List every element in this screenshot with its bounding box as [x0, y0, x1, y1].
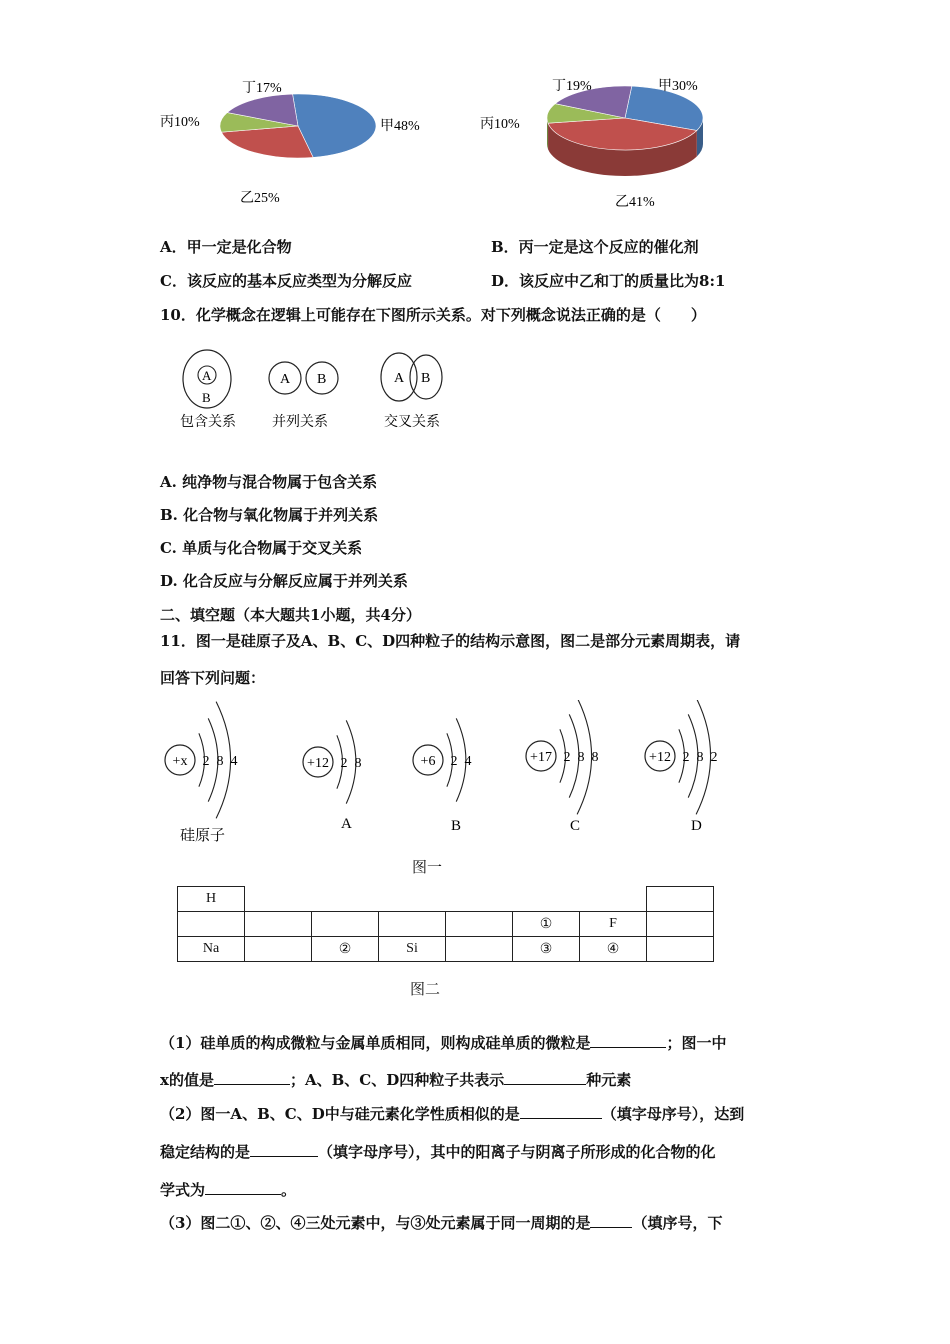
pie-chart-2: [470, 70, 770, 215]
q10-option-d: D. 化合反应与分解反应属于并列关系: [160, 572, 408, 590]
q11-part2-text-a: （2）图一A、B、C、D中与硅元素化学性质相似的是: [160, 1105, 520, 1123]
section-heading: 二、填空题（本大题共1小题，共4分）: [160, 606, 421, 624]
cell-na: Na: [178, 937, 245, 962]
cell-empty: [647, 937, 714, 962]
atom-nucleus-charge: +6: [420, 754, 436, 769]
pie-chart-1: [150, 72, 450, 217]
q11-part1-text-c: x的值是: [160, 1071, 214, 1089]
figure1-caption: 图一: [412, 858, 443, 876]
cell-empty: [446, 937, 513, 962]
pie1-label-jia: 甲48%: [380, 119, 420, 134]
contain-label: 包含关系: [180, 415, 236, 430]
electron-count: 8: [354, 756, 362, 771]
atom-label: D: [691, 818, 702, 834]
pie1-label-ding: 丁17%: [242, 81, 282, 96]
q9-option-a: A．甲一定是化合物: [160, 238, 292, 256]
answer-blank[interactable]: [590, 1033, 666, 1048]
cell-empty: [379, 887, 446, 912]
cell-empty: [245, 887, 312, 912]
electron-count: 2: [202, 754, 210, 769]
electron-count: 8: [216, 754, 224, 769]
atom-nucleus-charge: +17: [530, 750, 552, 765]
q9-option-b: B．丙一定是这个反应的催化剂: [491, 238, 699, 256]
cross-letter-b: B: [421, 371, 431, 386]
pie2-label-bing: 丙10%: [480, 117, 520, 132]
q11-part3-text-a: （3）图二①、②、④三处元素中，与③处元素属于同一周期的是: [160, 1214, 591, 1232]
atom-nucleus-charge: +12: [307, 756, 329, 771]
parallel-letter-b: B: [317, 372, 327, 387]
electron-count: 2: [710, 750, 718, 765]
cell-empty: [647, 887, 714, 912]
pie2-label-yi: 乙41%: [615, 195, 655, 210]
q11-part3-text-b: （填序号，下: [632, 1214, 723, 1232]
cell-h: H: [178, 887, 245, 912]
q11-part2-line1: [160, 1103, 744, 1124]
answer-blank[interactable]: [214, 1070, 290, 1085]
q11-part1-line2: [160, 1069, 631, 1090]
q11-part2-line3: [160, 1179, 296, 1200]
q11-part2-text-c: 稳定结构的是: [160, 1143, 251, 1161]
atom-nucleus-charge: +x: [172, 754, 188, 769]
cell-si: Si: [379, 937, 446, 962]
cell-empty: [580, 887, 647, 912]
pie2-label-jia: 甲30%: [658, 79, 698, 94]
q11-part1-text-e: 种元素: [586, 1071, 632, 1089]
q10-option-c: C. 单质与化合物属于交叉关系: [160, 539, 363, 557]
periodic-table-excerpt: [177, 886, 714, 962]
q11-part1-text-a: （1）硅单质的构成微粒与金属单质相同，则构成硅单质的微粒是: [160, 1034, 591, 1052]
q11-part1-text-b: ；图一中: [666, 1034, 727, 1052]
atom-structure-diagrams: [158, 700, 758, 850]
cell-empty: [178, 912, 245, 937]
cell-empty: [312, 912, 379, 937]
electron-count: 8: [577, 750, 585, 765]
cell-empty: [312, 887, 379, 912]
q10-option-a: A. 纯净物与混合物属于包含关系: [160, 473, 378, 491]
atom-label: 硅原子: [180, 828, 226, 844]
electron-count: 8: [696, 750, 704, 765]
atom-label: C: [570, 818, 581, 834]
q11-part2-text-d: （填字母序号），其中的阳离子与阴离子所形成的化合物的化: [318, 1143, 716, 1161]
cell-empty: [245, 912, 312, 937]
electron-count: 4: [464, 754, 472, 769]
electron-count: 2: [340, 756, 348, 771]
electron-count: 2: [450, 754, 458, 769]
answer-blank[interactable]: [205, 1180, 281, 1195]
answer-blank[interactable]: [590, 1213, 632, 1228]
parallel-letter-a: A: [280, 372, 291, 387]
parallel-label: 并列关系: [272, 415, 328, 430]
electron-count: 8: [591, 750, 599, 765]
cell-4: ④: [580, 937, 647, 962]
cell-2: ②: [312, 937, 379, 962]
q11-part2-text-b: （填字母序号），达到: [601, 1105, 745, 1123]
electron-count: 2: [563, 750, 571, 765]
concept-relation-diagram: [170, 342, 460, 437]
q9-option-d: D．该反应中乙和丁的质量比为8:1: [491, 272, 726, 290]
cell-f: F: [580, 912, 647, 937]
contain-letter-a: A: [202, 368, 212, 383]
q11-part2-text-f: 。: [281, 1181, 297, 1199]
q11-stem-line2: 回答下列问题：: [160, 669, 266, 687]
cell-empty: [647, 912, 714, 937]
q10-stem: 10．化学概念在逻辑上可能存在下图所示关系。对下列概念说法正确的是（ ）: [160, 306, 706, 324]
contain-letter-b: B: [202, 390, 211, 405]
atom-nucleus-charge: +12: [649, 750, 671, 765]
cross-label: 交叉关系: [384, 415, 440, 430]
q9-option-c: C．该反应的基本反应类型为分解反应: [160, 272, 412, 290]
q11-part2-line2: [160, 1141, 716, 1162]
figure2-caption: 图二: [410, 980, 441, 998]
pie1-label-bing: 丙10%: [160, 115, 200, 130]
q10-option-b: B. 化合物与氧化物属于并列关系: [160, 506, 379, 524]
electron-count: 4: [230, 754, 238, 769]
electron-count: 2: [682, 750, 690, 765]
answer-blank[interactable]: [520, 1104, 602, 1119]
cell-empty: [379, 912, 446, 937]
pie2-label-ding: 丁19%: [552, 79, 592, 94]
q11-part3-line1: [160, 1212, 722, 1233]
q11-part1-line1: [160, 1032, 726, 1053]
answer-blank[interactable]: [250, 1142, 318, 1157]
cell-empty: [513, 887, 580, 912]
q11-stem-line1: 11．图一是硅原子及A、B、C、D四种粒子的结构示意图，图二是部分元素周期表，请: [160, 632, 741, 650]
q11-part1-text-d: ；A、B、C、D四种粒子共表示: [289, 1071, 505, 1089]
pie1-label-yi: 乙25%: [240, 191, 280, 206]
q11-part2-text-e: 学式为: [160, 1181, 206, 1199]
cell-empty: [446, 887, 513, 912]
cell-3: ③: [513, 937, 580, 962]
atom-label: A: [341, 816, 352, 832]
cell-empty: [446, 912, 513, 937]
cell-1: ①: [513, 912, 580, 937]
cross-letter-a: A: [394, 371, 405, 386]
cell-empty: [245, 937, 312, 962]
atom-label: B: [451, 818, 462, 834]
answer-blank[interactable]: [504, 1070, 586, 1085]
